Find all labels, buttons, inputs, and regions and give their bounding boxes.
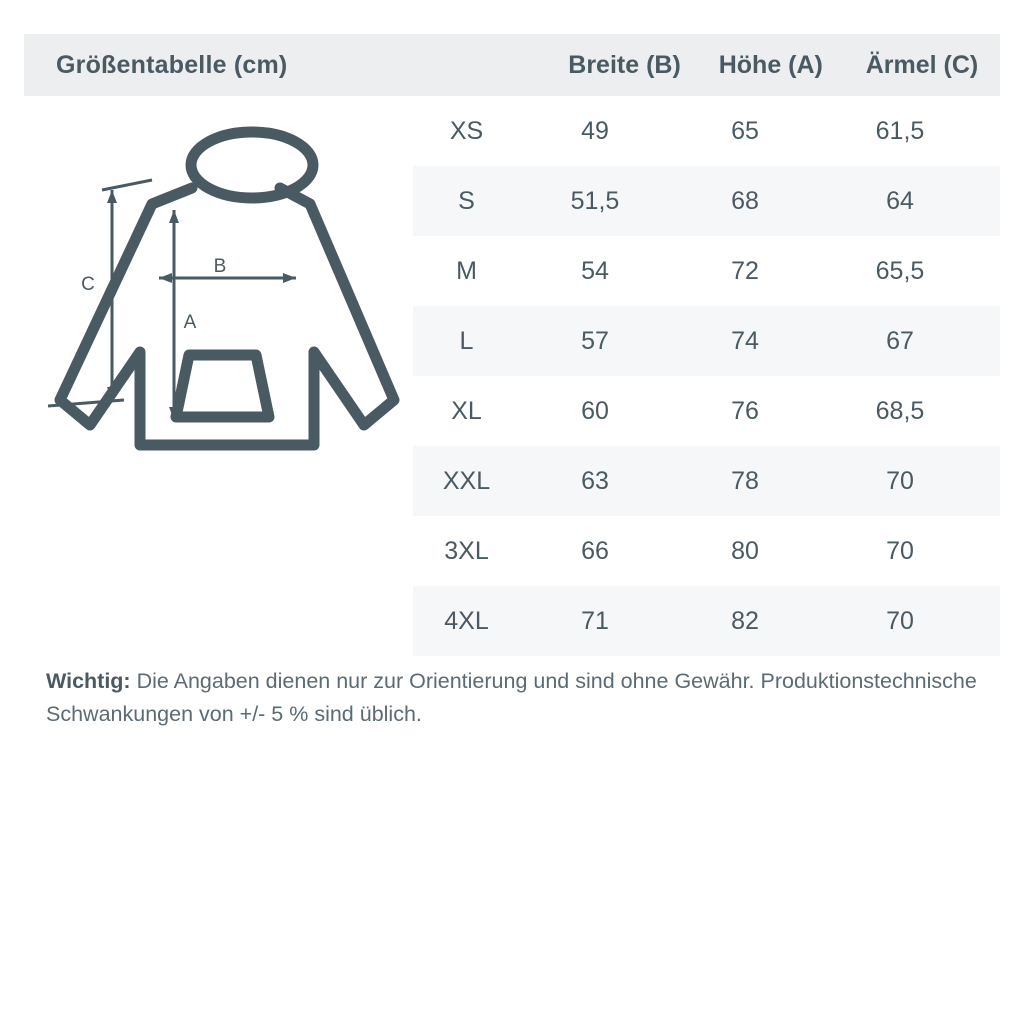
cell-size: L — [459, 326, 474, 355]
cell-sleeve: 70 — [886, 606, 914, 635]
header-col-width: Breite (B) — [568, 50, 681, 79]
cell-height: 74 — [731, 326, 759, 355]
header-col-sleeve: Ärmel (C) — [865, 50, 979, 79]
label-c: C — [81, 274, 95, 295]
table-row — [413, 306, 1000, 376]
page-title: Größentabelle (cm) — [56, 50, 288, 79]
table-row — [413, 236, 1000, 306]
table-row — [413, 516, 1000, 586]
cell-sleeve: 61,5 — [875, 116, 925, 145]
size-table — [413, 96, 1000, 656]
cell-width: 49 — [581, 116, 609, 145]
cell-width: 51,5 — [570, 186, 620, 215]
table-row — [413, 446, 1000, 516]
cell-sleeve: 68,5 — [875, 396, 925, 425]
label-a: A — [183, 312, 197, 333]
cell-height: 72 — [731, 256, 759, 285]
label-b: B — [213, 256, 227, 277]
disclaimer-label: Wichtig: — [46, 669, 131, 693]
cell-width: 66 — [581, 536, 609, 565]
cell-height: 82 — [731, 606, 759, 635]
garment-illustration — [24, 100, 414, 500]
disclaimer-note — [46, 665, 996, 731]
cell-height: 68 — [731, 186, 759, 215]
table-row — [413, 166, 1000, 236]
cell-width: 60 — [581, 396, 609, 425]
cell-sleeve: 67 — [886, 326, 914, 355]
cell-sleeve: 70 — [886, 466, 914, 495]
cell-height: 78 — [731, 466, 759, 495]
cell-width: 63 — [581, 466, 609, 495]
cell-size: M — [456, 256, 477, 285]
cell-size: S — [458, 186, 475, 215]
disclaimer-text: Die Angaben dienen nur zur Orientierung und sind ohne Gewähr. Produktionstechnische Schwankungen von +/- 5 % sind üblich. — [46, 669, 977, 726]
table-row — [413, 586, 1000, 656]
cell-size: 3XL — [444, 536, 489, 565]
cell-height: 80 — [731, 536, 759, 565]
cell-height: 76 — [731, 396, 759, 425]
header-col-height: Höhe (A) — [718, 50, 823, 79]
cell-width: 57 — [581, 326, 609, 355]
cell-width: 54 — [581, 256, 609, 285]
table-row — [413, 96, 1000, 166]
cell-size: XXL — [442, 466, 491, 495]
cell-sleeve: 64 — [886, 186, 914, 215]
table-row — [413, 376, 1000, 446]
cell-height: 65 — [731, 116, 759, 145]
cell-size: XS — [449, 116, 484, 145]
cell-sleeve: 65,5 — [875, 256, 925, 285]
cell-size: 4XL — [444, 606, 489, 635]
cell-width: 71 — [581, 606, 609, 635]
cell-sleeve: 70 — [886, 536, 914, 565]
table-header-row — [24, 34, 1000, 96]
cell-size: XL — [451, 396, 482, 425]
